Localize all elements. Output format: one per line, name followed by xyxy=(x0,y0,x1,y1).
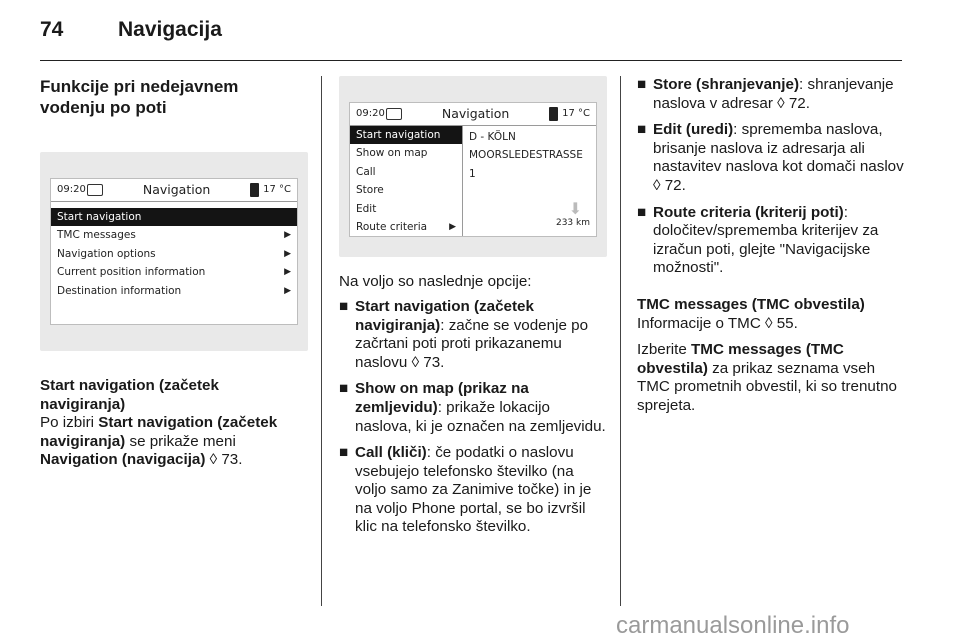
column-1 xyxy=(40,76,308,478)
clock-icon xyxy=(87,184,103,196)
column-divider-1 xyxy=(321,76,322,606)
bullet-icon: ■ xyxy=(637,76,647,93)
address-street: MOORSLEDESTRASSE xyxy=(469,149,583,162)
address-panel xyxy=(463,126,596,236)
column-2 xyxy=(339,76,607,545)
menu-item-destination-information[interactable]: Destination information ▶ xyxy=(51,282,297,300)
bullet-icon: ■ xyxy=(339,380,349,398)
paragraph: Po izbiri Start navigation (začetek navigiranja) se prikaže meni Navigation (navigacija) ◊ 73. xyxy=(40,414,278,469)
menu-item-current-position[interactable]: Current position information ▶ xyxy=(51,263,297,281)
option-show-on-map[interactable]: Show on map xyxy=(356,147,428,160)
infotainment-screen xyxy=(50,178,298,325)
chevron-right-icon: ▶ xyxy=(284,285,291,296)
column-divider-2 xyxy=(620,76,621,606)
direction-arrow-icon: ⬇ xyxy=(568,198,582,218)
temperature: 17 °C xyxy=(263,183,291,195)
bullet-icon: ■ xyxy=(637,203,647,221)
status-bar xyxy=(51,179,297,202)
list-item: ■ Start navigation (začetek navigiranja): začne se vodenje po začrtani poti proti prikazanemu naslovu ◊ 73. xyxy=(339,297,589,371)
tmc-paragraph-2: Izberite TMC messages (TMC obvestila) za prikaz seznama vseh TMC prometnih obvestil, ki so trenutno sprejeta. xyxy=(637,341,897,414)
option-start-navigation[interactable]: Start navigation xyxy=(350,126,462,144)
bullet-icon: ■ xyxy=(637,121,647,139)
list-item: ■ Show on map (prikaz na zemljevidu): prikaže lokacijo naslova, ki je označen na zemljevidu. xyxy=(339,380,606,435)
phone-icon xyxy=(250,183,259,197)
bullet-icon: ■ xyxy=(339,444,349,462)
screen-title: Navigation xyxy=(142,181,211,197)
menu-item-tmc-messages[interactable]: TMC messages ▶ xyxy=(51,226,297,244)
clock-time: 09:20 xyxy=(356,107,385,119)
tmc-paragraph-1: Informacije o TMC ◊ 55. xyxy=(637,314,798,332)
address-number: 1 xyxy=(469,167,476,180)
header-rule xyxy=(40,60,902,61)
status-bar xyxy=(350,103,596,126)
options-intro: Na voljo so naslednje opcije: xyxy=(339,273,532,291)
chevron-right-icon: ▶ xyxy=(449,221,456,232)
chevron-right-icon: ▶ xyxy=(284,248,291,259)
temperature: 17 °C xyxy=(562,107,590,119)
column-3 xyxy=(637,76,905,424)
menu-item-start-navigation[interactable]: Start navigation xyxy=(51,208,297,226)
list-item: ■ Store (shranjevanje): shranjevanje naslova v adresar ◊ 72. xyxy=(637,76,894,112)
clock-time: 09:20 xyxy=(57,183,86,195)
clock-icon xyxy=(386,108,402,120)
bullet-icon: ■ xyxy=(339,297,349,315)
screenshot-address-options xyxy=(339,76,607,257)
option-store[interactable]: Store xyxy=(356,184,384,197)
menu-item-navigation-options[interactable]: Navigation options ▶ xyxy=(51,245,297,263)
screen-title: Navigation xyxy=(441,105,510,121)
page-title: Navigacija xyxy=(118,18,222,41)
list-item: ■ Call (kliči): če podatki o naslovu vsebujejo telefonsko številko (na voljo samo za Zanimive točke) in je na voljo Phone portal, se bo izvršil klic na telefonsko številko. xyxy=(339,444,592,536)
option-route-criteria[interactable]: Route criteria ▶ xyxy=(350,218,462,236)
page-number: 74 xyxy=(40,18,64,41)
list-item: ■ Edit (uredi): sprememba naslova, brisanje naslova iz adresarja ali nastavitev naslova kot domači naslov ◊ 72. xyxy=(637,121,904,194)
phone-icon xyxy=(549,107,558,121)
tmc-heading: TMC messages (TMC obvestila) xyxy=(637,295,865,313)
address-city: D - KÖLN xyxy=(469,131,516,143)
subsection-heading: Start navigation (začetek navigiranja) xyxy=(40,376,219,413)
chevron-right-icon: ▶ xyxy=(284,267,291,278)
distance: 233 km xyxy=(555,217,590,228)
option-edit[interactable]: Edit xyxy=(356,202,377,215)
screenshot-navigation-menu xyxy=(40,152,308,351)
watermark: carmanualsonline.info xyxy=(616,612,850,639)
chevron-right-icon: ▶ xyxy=(284,230,291,241)
infotainment-screen xyxy=(349,102,597,237)
options-list xyxy=(350,126,463,236)
section-heading: Funkcije pri nedejavnem vodenju po poti xyxy=(40,77,239,117)
list-item: ■ Route criteria (kriterij poti): določitev/sprememba kriterijev za izračun poti, glejte "Navigacijske možnosti". xyxy=(637,203,879,277)
option-call[interactable]: Call xyxy=(356,165,376,178)
